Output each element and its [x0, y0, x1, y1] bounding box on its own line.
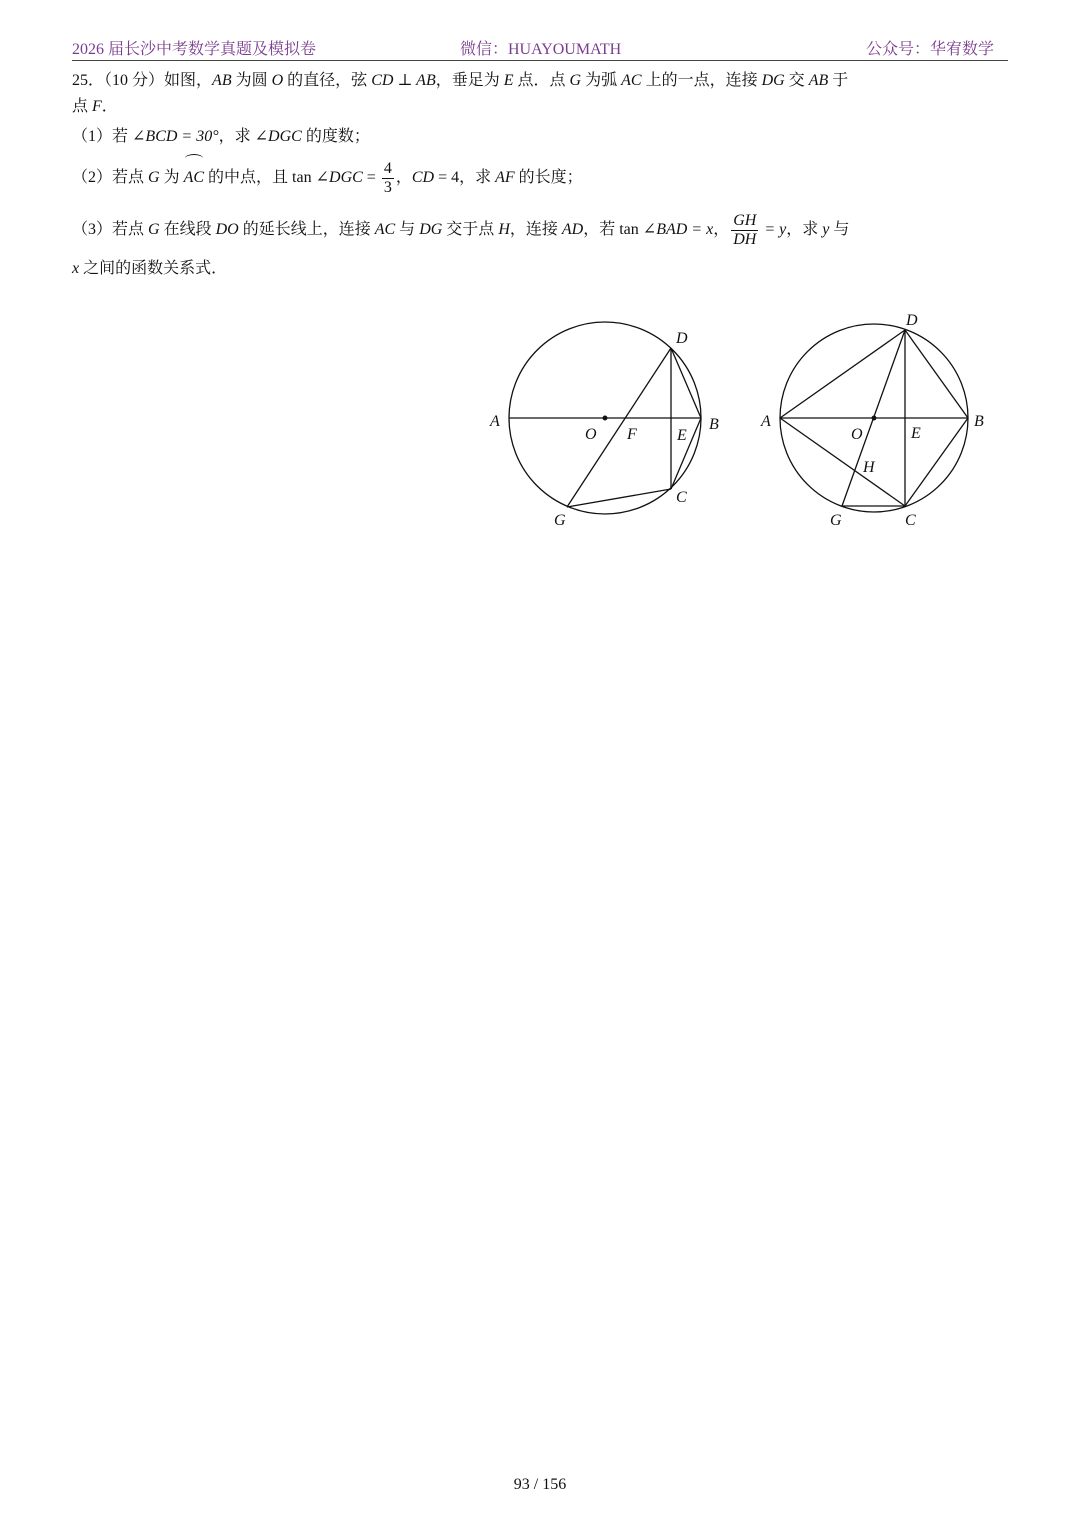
math-h: H	[498, 221, 510, 238]
segment-db	[671, 348, 701, 418]
header-title: 2026 届长沙中考数学真题及模拟卷	[72, 41, 317, 58]
header-wechat: 微信：HUAYOUMATH	[460, 41, 622, 58]
label-e: E	[911, 425, 921, 442]
math-y: y	[822, 221, 830, 238]
label-c: C	[676, 489, 687, 506]
text: ，若 tan	[583, 221, 643, 238]
problem-25	[72, 68, 1008, 282]
label-c: C	[905, 512, 916, 529]
text: 的度数；	[301, 128, 370, 145]
segment-dg	[567, 348, 671, 507]
text: 为	[159, 169, 184, 186]
fraction-numerator: 4	[383, 159, 392, 177]
page-header	[72, 34, 1008, 61]
text: 的直径，弦	[283, 72, 372, 89]
text: ，	[713, 221, 730, 238]
header-account: 公众号：华宥数学	[865, 41, 994, 58]
question-3-cont	[72, 256, 1008, 282]
label-g: G	[830, 512, 842, 529]
math-cd-perp-ab: CD ⊥ AB	[371, 72, 436, 89]
math-ab: AB	[808, 72, 829, 89]
math-g: G	[148, 221, 160, 238]
problem-statement-line-2	[72, 94, 1008, 120]
math-x: x	[72, 260, 80, 277]
text: （3）若点	[72, 221, 149, 238]
text: 在线段	[159, 221, 216, 238]
text: 点	[72, 98, 93, 115]
math-angle-bad: ∠BAD	[642, 221, 688, 238]
math-angle-dgc: ∠DGC	[315, 169, 363, 186]
text: 为弧	[581, 72, 622, 89]
text: 为圆	[231, 72, 272, 89]
fraction-gh-dh	[731, 212, 758, 249]
math-angle-dgc: ∠DGC	[254, 128, 302, 145]
math-o: O	[271, 72, 284, 89]
math-dg: DG	[419, 221, 443, 238]
math-ac: AC	[621, 72, 642, 89]
text: 与	[395, 221, 420, 238]
question-3	[72, 208, 1008, 252]
text: 交	[784, 72, 809, 89]
label-h: H	[863, 459, 875, 476]
label-a: A	[490, 413, 500, 430]
text: ，求	[459, 169, 496, 186]
math-g: G	[148, 169, 160, 186]
label-e: E	[677, 427, 687, 444]
label-f: F	[627, 426, 637, 443]
figure-1-labels	[489, 330, 719, 529]
label-b: B	[974, 413, 984, 430]
label-d: D	[906, 312, 918, 329]
math-dg: DG	[761, 72, 785, 89]
text: =	[362, 169, 380, 186]
text: 于	[828, 72, 849, 89]
math-e: E	[503, 72, 514, 89]
text: ，连接	[509, 221, 562, 238]
label-g: G	[554, 512, 566, 529]
math-cd: CD	[411, 169, 435, 186]
problem-statement-line-1	[72, 68, 1008, 94]
segment-ac	[780, 418, 905, 506]
text: = 4	[434, 169, 460, 186]
fraction-4-3	[382, 160, 394, 197]
text: 点．点	[513, 72, 570, 89]
math-f: F	[92, 98, 102, 115]
problem-score: （10 分）	[104, 72, 165, 89]
math-g: G	[569, 72, 582, 89]
math-eq-y: = y	[760, 221, 787, 238]
fraction-denominator: 3	[383, 178, 392, 196]
math-arc-ac: AC	[184, 158, 204, 198]
segment-ad	[780, 330, 905, 418]
question-1	[72, 124, 1008, 150]
fraction-numerator: GH	[733, 211, 757, 229]
segment-gc	[567, 489, 671, 507]
text: （1）若	[72, 128, 133, 145]
center-dot	[603, 416, 607, 420]
fraction-denominator: DH	[733, 230, 757, 248]
label-o: O	[851, 426, 863, 443]
text: 交于点	[442, 221, 499, 238]
question-2	[72, 158, 1008, 198]
text: ，求	[786, 221, 823, 238]
page-number: 93 / 156	[513, 1476, 567, 1493]
math-eq-x: = x	[687, 221, 714, 238]
text: （2）若点	[72, 169, 149, 186]
math-ac: AC	[374, 221, 396, 238]
problem-number: 25．	[72, 72, 105, 89]
math-do: DO	[215, 221, 239, 238]
text: ．	[101, 98, 118, 115]
text: 的中点，且 tan	[204, 169, 316, 186]
figure-1	[509, 322, 701, 514]
text: 上的一点，连接	[641, 72, 762, 89]
text: ，垂足为	[435, 72, 504, 89]
text: ，求	[218, 128, 255, 145]
math-af: AF	[495, 169, 515, 186]
figure-2	[780, 324, 968, 512]
geometry-figures	[480, 300, 1010, 540]
text: 如图，	[164, 72, 213, 89]
text: 的延长线上，连接	[238, 221, 375, 238]
label-b: B	[709, 416, 719, 433]
math-angle-bcd: ∠BCD = 30°	[132, 128, 219, 145]
segment-db	[905, 330, 968, 418]
text: ，	[395, 169, 412, 186]
math-ad: AD	[561, 221, 584, 238]
label-a: A	[761, 413, 771, 430]
center-dot	[872, 416, 876, 420]
text: 与	[829, 221, 850, 238]
label-o: O	[585, 426, 597, 443]
label-d: D	[676, 330, 688, 347]
text: 之间的函数关系式．	[79, 260, 228, 277]
math-ab: AB	[212, 72, 232, 89]
text: 的长度；	[514, 169, 583, 186]
